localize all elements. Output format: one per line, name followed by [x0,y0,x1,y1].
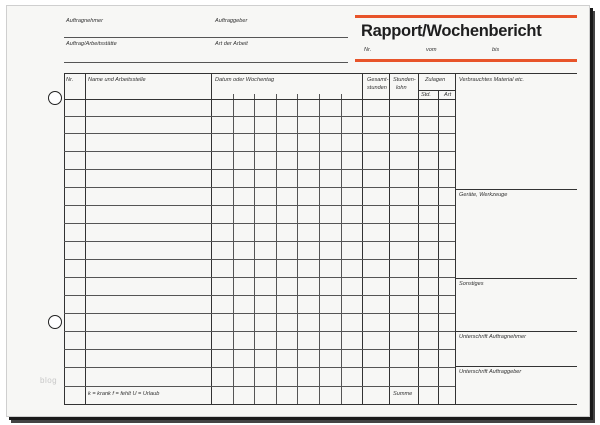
material-field[interactable] [455,86,577,186]
table-row-line [64,187,455,188]
extra-subheader-line [418,90,455,91]
col-name-divider [211,73,212,404]
table-bottom-border [64,404,577,405]
misc-section-line [455,278,577,279]
day-column-divider [319,94,320,404]
day-column-divider [276,94,277,404]
table-row-line [64,367,455,368]
col-extra-hours-header: Std. [421,92,431,98]
table-row-line [64,295,455,296]
col-left-border [64,73,65,404]
table-row-line [64,331,455,332]
signature-contractor-line [455,331,577,332]
table-row-line [64,205,455,206]
table-row-line [64,116,455,117]
misc-label: Sonstiges [459,281,484,287]
table-row-line [64,313,455,314]
signature-client-line [455,366,577,367]
table-row-line [64,223,455,224]
tools-section-line [455,189,577,190]
watermark-text: blog [40,376,58,385]
client-label: Auftraggeber [215,18,248,24]
table-row-line [64,259,455,260]
day-column-divider [254,94,255,404]
form-sheet [6,5,590,417]
col-extra-header: Zulagen [425,77,446,83]
col-total-divider [389,73,390,404]
header-row-bottom [64,99,455,100]
page-title: Rapport/Wochenbericht [361,22,542,40]
misc-field[interactable] [455,290,577,328]
tools-label: Geräte, Werkzeuge [459,192,508,198]
to-label: bis [492,47,500,53]
nr-label: Nr. [364,47,372,53]
col-extra-type-header: Art [444,92,452,98]
signature-contractor-field[interactable] [455,343,577,363]
col-name-header: Name und Arbeitsstelle [88,77,146,83]
col-nr-header: Nr. [66,77,74,83]
absence-legend: k = krank f = fehlt U = Urlaub [88,391,160,397]
table-top-border [64,73,577,74]
table-row-line [64,349,455,350]
signature-contractor-label: Unterschrift Auftragnehmer [459,334,526,340]
col-rate-divider [418,73,419,404]
col-date-header: Datum oder Wochentag [215,77,275,83]
col-material-header: Verbrauchtes Material etc. [459,77,525,83]
table-row-line [64,386,455,387]
col-rate-header-1: Stunden- [393,77,416,83]
from-label: vom [426,47,437,53]
day-column-divider [297,94,298,404]
col-nr-divider [85,73,86,404]
work-type-label: Art der Arbeit [215,41,248,47]
col-extra-hours-divider [438,90,439,404]
table-row-line [64,133,455,134]
table-row-line [64,169,455,170]
signature-client-label: Unterschrift Auftraggeber [459,369,522,375]
order-label: Auftrag/Arbeitsstätte [66,41,117,47]
day-column-divider [233,94,234,404]
sum-label: Summe [393,391,413,397]
col-rate-header-2: lohn [396,85,407,91]
col-total-header-2: stunden [367,85,387,91]
table-row-line [64,151,455,152]
table-row-line [64,241,455,242]
table-row-line [64,277,455,278]
col-total-header-1: Gesamt- [367,77,389,83]
contractor-label: Auftragnehmer [66,18,104,24]
col-date-divider [362,73,363,404]
signature-client-field[interactable] [455,378,577,404]
day-column-divider [341,94,342,404]
tools-field[interactable] [455,201,577,275]
